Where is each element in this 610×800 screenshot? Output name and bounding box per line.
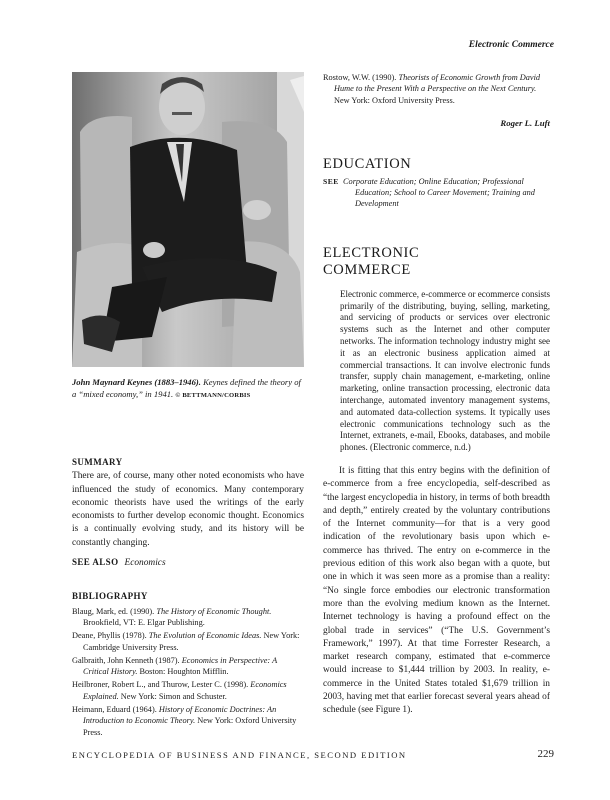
portrait-illustration bbox=[72, 72, 304, 367]
bibliography-item: Heilbroner, Robert L., and Thurow, Lester C. (1998). Economics Explained. New York: Simon and Schuster. bbox=[72, 680, 287, 701]
ecommerce-heading: ELECTRONIC COMMERCE bbox=[323, 244, 420, 278]
photo-credit: © BETTMANN/CORBIS bbox=[175, 392, 251, 399]
photo-caption bbox=[72, 376, 304, 402]
summary-text: There are, of course, many other noted economists who have influenced the study of economics. Many contemporary economic theorists have used the writings of the early economists to further develop economic thought. Economics is a continually evolving study, and its history will be constantly changing. bbox=[72, 471, 304, 548]
summary-heading: SUMMARY bbox=[72, 457, 123, 467]
caption-description: Keynes defined the theory of a “mixed economy,” in 1941. bbox=[72, 377, 301, 399]
ecommerce-definition: Electronic commerce, e-commerce or ecommerce consists primarily of the distributing, buying, selling, marketing, and servicing of products or services over electronic systems such as the Internet and other computer networks. The information technology industry might see it as an electronic business application aimed at commercial transactions. It can involve electronic funds transfer, supply chain management, e-marketing, online marketing, online transaction processing, electronic data interchange, automated inventory management systems, and automated data-collection systems. It typically uses electronic communications technology such as the Internet, extranets, e-mail, Ebooks, databases, and mobile phones. (Electronic commerce, n.d.) bbox=[340, 288, 550, 453]
bibliography-heading: BIBLIOGRAPHY bbox=[72, 591, 148, 602]
footer-title: ENCYCLOPEDIA OF BUSINESS AND FINANCE, SECOND EDITION bbox=[72, 750, 407, 760]
education-heading: EDUCATION bbox=[323, 155, 412, 172]
education-see bbox=[323, 176, 550, 210]
see-label: SEE bbox=[323, 176, 339, 186]
bibliography-item: Galbraith, John Kenneth (1987). Economics in Perspective: A Critical History. Boston: Houghton Mifflin. bbox=[72, 655, 277, 677]
right-column bbox=[323, 72, 550, 718]
reference-entry: Rostow, W.W. (1990). Theorists of Economic Growth from David Hume to the Present With a Perspective on the Next Century. New York: Oxford University Press. bbox=[323, 73, 541, 105]
bibliography-list bbox=[72, 606, 304, 738]
see-also-label: SEE ALSO bbox=[72, 557, 119, 568]
bibliography-item: Blaug, Mark, ed. (1990). The History of Economic Thought. Brookfield, VT: E. Elgar Publishing. bbox=[72, 606, 272, 627]
article-author: Roger L. Luft bbox=[500, 117, 550, 128]
bibliography-item: Heimann, Eduard (1964). History of Economic Doctrines: An Introduction to Economic Theory. New York: Oxford University Press. bbox=[72, 705, 297, 737]
ecommerce-body: It is fitting that this entry begins with the definition of e-commerce from a free encyclopedia, self-described as “the largest encyclopedia in history, in terms of both breadth and depth,” entirely created by the voluntary contributions of the Internet community—for that is a very good indication of the revolutionary basis upon which e-commerce has thrived. The entry on e-commerce in the previous edition of this work also began with a quote, but one in which it was seen more as a promise than a reality: “No single force embodies our electronic transformation more than the evolving medium known as the Internet. Internet technology is having a profound effect on the global trade in services” (“The U.S. Government’s Framework,” 1997). At that time Forrester Research, a market research company, estimated that e-commerce would increase to $1,444 trillion by 2003. In reality, e-commerce in the United States totaled $1,679 trillion in 2003, having met that earlier forecast several years ahead of schedule (see Figure 1). bbox=[323, 465, 550, 716]
page-number: 229 bbox=[537, 748, 554, 760]
left-column bbox=[72, 456, 304, 738]
caption-name: John Maynard Keynes (1883–1946). bbox=[72, 377, 201, 387]
see-also bbox=[72, 556, 304, 570]
keynes-photo bbox=[72, 72, 304, 367]
running-head: Electronic Commerce bbox=[468, 40, 554, 50]
bibliography-item: Deane, Phyllis (1978). The Evolution of Economic Ideas. New York: Cambridge University Press. bbox=[72, 631, 300, 652]
see-links[interactable]: Corporate Education; Online Education; Professional Education; School to Career Movement; Training and Development bbox=[343, 176, 535, 209]
see-also-link[interactable]: Economics bbox=[124, 558, 166, 569]
